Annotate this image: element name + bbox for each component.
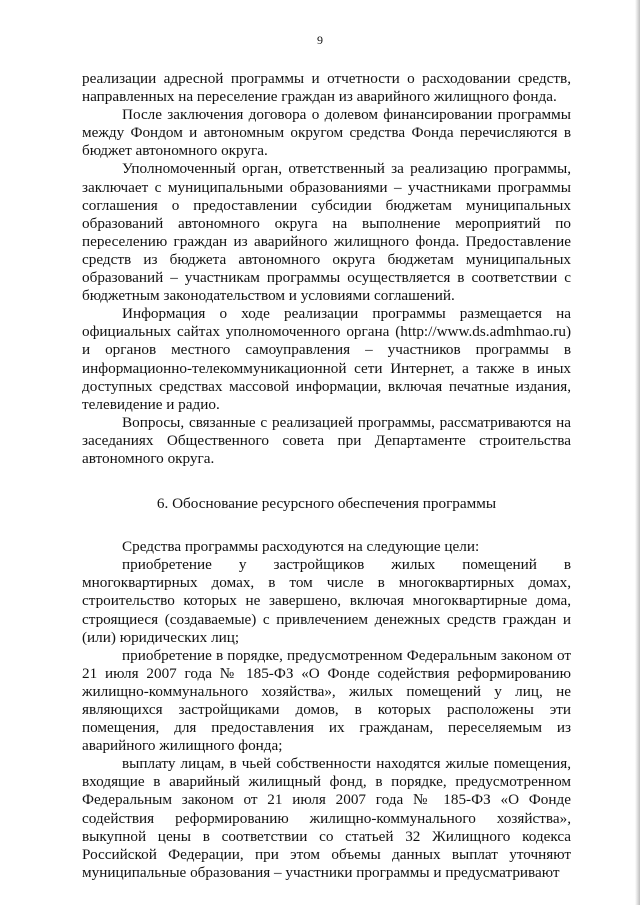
list-item-acquisition-individuals: приобретение в порядке, предусмотренном Федеральным законом от 21 июля 2007 года № 185-ФЗ «О Фонде содействия реформированию жилищно-коммунального хозяйства», жилых помещений у лиц, не являющихся застройщиками домов, в которых расположены эти помещения, для предоставления их гражданам, переселяемым из аварийного жилищного фонда; xyxy=(82,646,571,755)
paragraph-authorized-body: Уполномоченный орган, ответственный за реализацию программы, заключает с муниципальными образованиями – участниками программы соглашения о предоставлении субсидии бюджетам муниципальных образований автономного округа на выполнение мероприятий по переселению граждан из аварийного жилищного фонда. Предоставление средств из бюджета автономного округа бюджетам муниципальных образований – участникам программы осуществляется в соответствии с бюджетным законодательством и условиями соглашений. xyxy=(82,160,571,305)
paragraph-public-council: Вопросы, связанные с реализацией программы, рассматриваются на заседаниях Общественного совета при Департаменте строительства автономного округа. xyxy=(82,413,571,467)
section-heading: 6. Обоснование ресурсного обеспечения программы xyxy=(156,495,497,513)
document-body xyxy=(82,70,571,882)
paragraph-purposes-intro: Средства программы расходуются на следующие цели: xyxy=(122,538,480,556)
scan-edge-shadow xyxy=(635,0,640,905)
list-item-payment-owners: выплату лицам, в чьей собственности находятся жилые помещения, входящие в аварийный жилищный фонд, в порядке, предусмотренном Федеральным законом от 21 июля 2007 года № 185-ФЗ «О Фонде содействия реформированию жилищно-коммунального хозяйства», выкупной цены в соответствии со статьей 32 Жилищного кодекса Российской Федерации, при этом объемы данных выплат уточняют муниципальные образования – участники программы и предусматривают xyxy=(82,755,571,881)
paragraph-fund-transfer: После заключения договора о долевом финансировании программы между Фондом и автономным округом средства Фонда перечисляются в бюджет автономного округа. xyxy=(82,106,571,160)
page-number: 9 xyxy=(317,33,323,47)
paragraph-information: Информация о ходе реализации программы размещается на официальных сайтах уполномоченного органа (http://www.ds.admhmao.ru) и органов местного самоуправления – участников программы в информационно-телекоммуникационной сети Интернет, а также в иных доступных средствах массовой информации, включая печатные издания, телевидение и радио. xyxy=(82,305,571,413)
paragraph-continuation: реализации адресной программы и отчетности о расходовании средств, направленных на переселение граждан из аварийного жилищного фонда. xyxy=(82,70,571,106)
list-item-acquisition-developers: приобретение у застройщиков жилых помещений в многоквартирных домах, в том числе в многоквартирных домах, строительство которых не завершено, включая многоквартирные дома, строящиеся (создаваемые) с привлечением денежных средств граждан и (или) юридических лиц; xyxy=(82,556,571,646)
